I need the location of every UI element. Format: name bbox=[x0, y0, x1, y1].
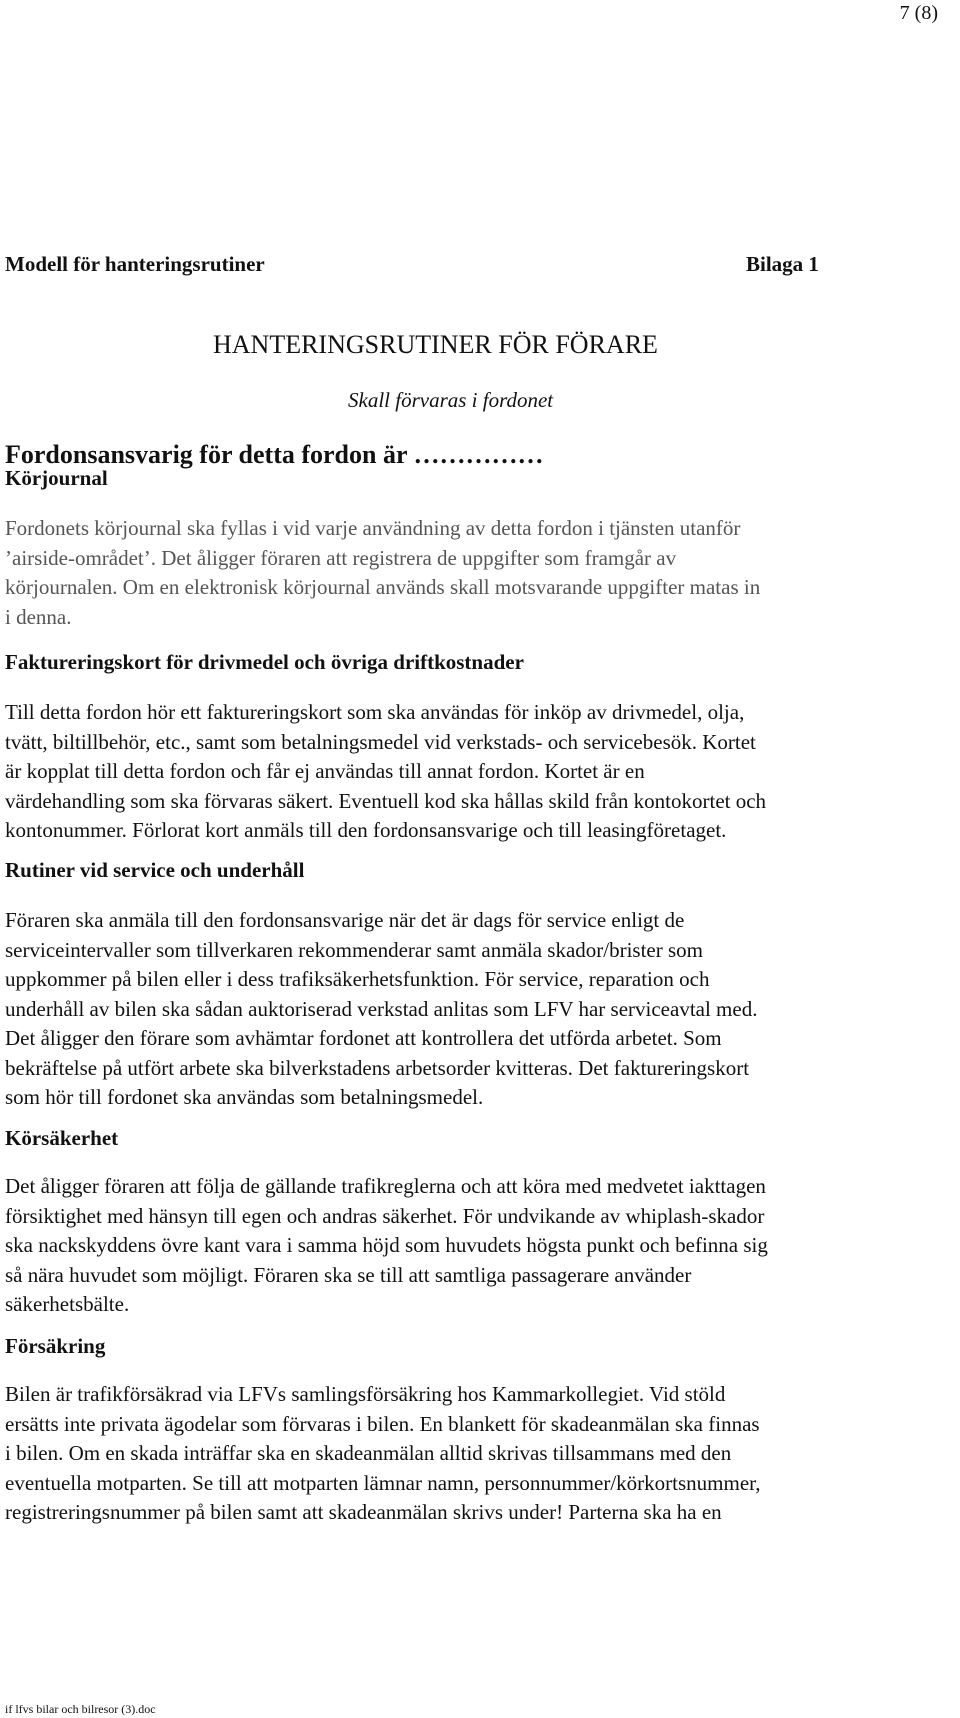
document-header-title: Modell för hanteringsrutiner bbox=[5, 252, 265, 276]
paragraph-line: så nära huvudet som möjligt. Föraren ska se till att samtliga passagerare använder bbox=[5, 1262, 692, 1287]
paragraph-line: är kopplat till detta fordon och får ej användas till annat fordon. Kortet är en bbox=[5, 759, 645, 783]
paragraph-line: som hör till fordonet ska användas som betalningsmedel. bbox=[5, 1085, 484, 1109]
paragraph-line: serviceintervaller som tillverkaren rekommenderar samt anmäla skador/brister som bbox=[5, 937, 703, 962]
section-body-korjournal bbox=[5, 514, 955, 632]
section-heading-korsakerhet: Körsäkerhet bbox=[5, 1126, 119, 1150]
paragraph-line: Till detta fordon hör ett faktureringskort som ska användas för inköp av drivmedel, olja, bbox=[5, 700, 745, 724]
document-filename-footer: if lfvs bilar och bilresor (3).doc bbox=[5, 1702, 156, 1716]
paragraph-line: Det åligger den förare som avhämtar fordonet att kontrollera det utförda arbetet. Som bbox=[5, 1026, 722, 1050]
paragraph-line: kontonummer. Förlorat kort anmäls till den fordonsansvarige och till leasingföretaget. bbox=[5, 818, 727, 842]
vehicle-owner-line: Fordonsansvarig för detta fordon är …………… bbox=[5, 440, 544, 469]
paragraph-line: säkerhetsbälte. bbox=[5, 1292, 130, 1316]
paragraph-line: underhåll av bilen ska sådan auktoriserad verkstad anlitas som LFV har serviceavtal med. bbox=[5, 996, 758, 1021]
paragraph-line: ’airside-området’. Det åligger föraren att registrera de uppgifter som framgår av bbox=[5, 545, 677, 570]
paragraph-line: Det åligger föraren att följa de gällande trafikreglerna och att köra med medvetet iakttagen bbox=[5, 1174, 766, 1198]
paragraph-line: ersätts inte privata ägodelar som förvaras i bilen. En blankett för skadeanmälan ska finnas bbox=[5, 1411, 760, 1436]
section-body-service bbox=[5, 906, 955, 1113]
section-heading-faktureringskort: Faktureringskort för drivmedel och övriga driftkostnader bbox=[5, 650, 524, 674]
paragraph-line: registreringsnummer på bilen samt att skadeanmälan skrivs under! Parterna ska ha en bbox=[5, 1500, 722, 1524]
paragraph-line: ska nackskyddens övre kant vara i samma höjd som huvudets högsta punkt och befinna sig bbox=[5, 1233, 768, 1257]
paragraph-line: i denna. bbox=[5, 604, 72, 629]
paragraph-line: i bilen. Om en skada inträffar ska en skadeanmälan alltid skrivas tillsammans med den bbox=[5, 1441, 732, 1465]
paragraph-line: eventuella motparten. Se till att motparten lämnar namn, personnummer/körkortsnummer, bbox=[5, 1470, 761, 1495]
paragraph-line: Fordonets körjournal ska fyllas i vid varje användning av detta fordon i tjänsten utanför bbox=[5, 516, 741, 540]
section-body-faktureringskort bbox=[5, 698, 955, 846]
paragraph-line: uppkommer på bilen eller i dess trafiksäkerhetsfunktion. För service, reparation och bbox=[5, 967, 710, 991]
paragraph-line: värdehandling som ska förvaras säkert. Eventuell kod ska hållas skild från kontokortet och bbox=[5, 788, 767, 813]
page-title: HANTERINGSRUTINER FÖR FÖRARE bbox=[213, 330, 658, 359]
section-heading-korjournal: Körjournal bbox=[5, 466, 108, 490]
section-heading-forsakring: Försäkring bbox=[5, 1334, 106, 1358]
paragraph-line: tvätt, biltillbehör, etc., samt som betalningsmedel vid verkstads- och servicebesök. Kortet bbox=[5, 729, 756, 754]
section-body-korsakerhet bbox=[5, 1172, 955, 1320]
section-body-forsakring bbox=[5, 1380, 955, 1528]
paragraph-line: Föraren ska anmäla till den fordonsansvarige när det är dags för service enligt de bbox=[5, 908, 685, 932]
paragraph-line: bekräftelse på utfört arbete ska bilverkstadens arbetsorder kvitteras. Det faktureringskort bbox=[5, 1055, 750, 1080]
document-header-appendix: Bilaga 1 bbox=[746, 252, 819, 276]
page-subtitle: Skall förvaras i fordonet bbox=[348, 388, 554, 412]
paragraph-line: Bilen är trafikförsäkrad via LFVs samlingsförsäkring hos Kammarkollegiet. Vid stöld bbox=[5, 1382, 726, 1406]
page-number: 7 (8) bbox=[899, 2, 938, 24]
section-heading-service: Rutiner vid service och underhåll bbox=[5, 858, 305, 882]
paragraph-line: försiktighet med hänsyn till egen och andras säkerhet. För undvikande av whiplash-skador bbox=[5, 1203, 765, 1228]
paragraph-line: körjournalen. Om en elektronisk körjournal används skall motsvarande uppgifter matas in bbox=[5, 575, 761, 599]
